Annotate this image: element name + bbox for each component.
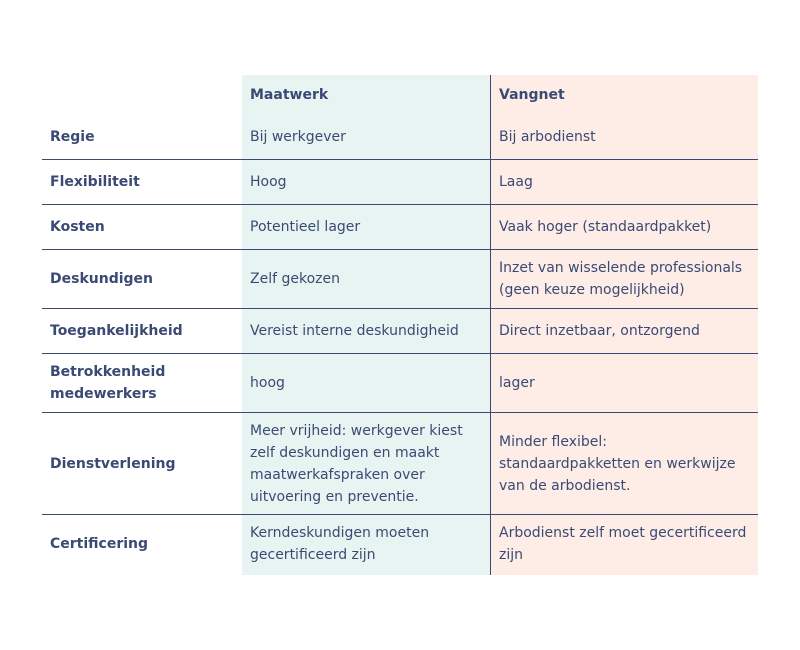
table-row — [42, 515, 758, 574]
row-label: Betrokkenheid medewerkers — [42, 354, 242, 413]
vangnet-cell: Bij arbodienst — [491, 115, 758, 160]
row-label: Deskundigen — [42, 250, 242, 309]
header-maatwerk: Maatwerk — [250, 87, 329, 103]
row-label: Flexibiliteit — [42, 160, 242, 205]
table-row — [42, 250, 758, 309]
row-label: Certificering — [50, 536, 149, 552]
row-label: Toegankelijkheid — [42, 309, 242, 354]
maatwerk-cell: Bij werkgever — [242, 115, 491, 160]
table-row — [42, 354, 758, 413]
vangnet-cell: Laag — [491, 160, 758, 205]
row-label: Kosten — [42, 205, 242, 250]
row-label: Dienstverlening — [42, 413, 242, 515]
vangnet-cell: lager — [491, 354, 758, 413]
header-vangnet: Vangnet — [499, 87, 565, 103]
maatwerk-cell: Zelf gekozen — [242, 250, 491, 309]
maatwerk-cell: Vereist interne deskundigheid — [242, 309, 491, 354]
row-label: Regie — [42, 115, 242, 160]
maatwerk-cell: Meer vrijheid: werkgever kiest zelf deskundigen en maakt maatwerkafspraken over uitvoering en preventie. — [242, 413, 491, 515]
vangnet-cell: Inzet van wisselende professionals (geen keuze mogelijkheid) — [491, 250, 758, 309]
maatwerk-cell: hoog — [242, 354, 491, 413]
vangnet-cell: Minder flexibel: standaardpakketten en werkwijze van de arbodienst. — [491, 413, 758, 515]
header-empty-cell — [42, 75, 242, 115]
vangnet-cell: Arbodienst zelf moet gecertificeerd zijn — [499, 525, 747, 563]
table-row — [42, 413, 758, 515]
table-header-row — [42, 75, 758, 115]
vangnet-cell: Vaak hoger (standaardpakket) — [491, 205, 758, 250]
maatwerk-cell: Potentieel lager — [242, 205, 491, 250]
maatwerk-cell: Kerndeskundigen moeten gecertificeerd zijn — [250, 525, 430, 563]
table-row — [42, 309, 758, 354]
maatwerk-cell: Hoog — [242, 160, 491, 205]
vangnet-cell: Direct inzetbaar, ontzorgend — [491, 309, 758, 354]
table-row — [42, 160, 758, 205]
table-row — [42, 205, 758, 250]
comparison-table — [42, 75, 758, 573]
table-row — [42, 115, 758, 160]
